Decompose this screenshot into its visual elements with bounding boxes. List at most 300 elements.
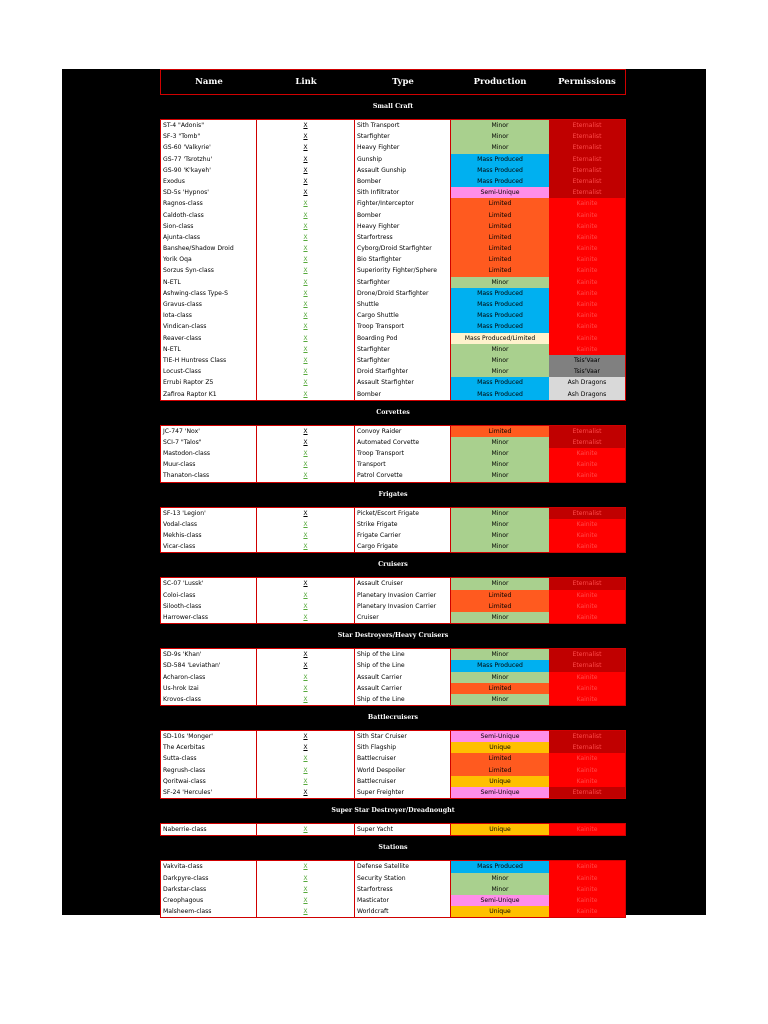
ship-type: Convoy Raider [355,426,451,437]
link-cell [257,601,355,612]
production-cell: Minor [451,448,549,459]
ship-name: Thanaton-class [161,470,257,481]
production-cell: Mass Produced [451,321,549,332]
ship-link[interactable]: X [303,673,308,681]
ship-link[interactable]: X [303,461,308,469]
table-row [161,776,625,787]
table-row [161,131,625,142]
ship-type: Assault Cruiser [355,578,451,589]
ship-type: Bio Starfighter [355,254,451,265]
link-cell [257,683,355,694]
ship-link[interactable]: X [303,390,308,398]
permissions-cell: Eternalist [549,649,625,660]
production-cell: Semi-Unique [451,731,549,742]
ship-link[interactable]: X [303,233,308,241]
ship-link[interactable]: X [303,777,308,785]
production-cell: Limited [451,254,549,265]
ship-name: Naberrie-class [161,824,257,835]
production-cell: Minor [451,437,549,448]
ship-type: Transport [355,459,451,470]
ship-name: SD-584 'Leviathan' [161,660,257,671]
production-cell: Minor [451,470,549,481]
ship-type: Assault Starfighter [355,377,451,388]
table-row [161,861,625,872]
ship-name: N-ETL [161,277,257,288]
production-cell: Minor [451,541,549,552]
link-cell [257,221,355,232]
ship-link[interactable]: X [303,863,308,871]
production-cell: Semi-Unique [451,787,549,798]
ship-link[interactable]: X [303,684,308,692]
link-cell [257,765,355,776]
ship-name: Vodal-class [161,519,257,530]
permissions-cell: Kainite [549,541,625,552]
table-row [161,787,625,798]
ship-name: Krovos-class [161,694,257,705]
permissions-cell: Ash Dragons [549,377,625,388]
ship-type: Bomber [355,176,451,187]
permissions-cell: Eternalist [549,142,625,153]
ship-type: Defense Satellite [355,861,451,872]
ship-type: Patrol Corvette [355,470,451,481]
link-cell [257,649,355,660]
ship-name: Creophagous [161,895,257,906]
ship-name: Coloi-class [161,590,257,601]
production-cell: Limited [451,601,549,612]
production-cell: Limited [451,221,549,232]
production-cell: Minor [451,120,549,131]
ship-name: SC-07 'Lussk' [161,578,257,589]
table-row [161,672,625,683]
permissions-cell: Kainite [549,612,625,623]
ship-type: Starfighter [355,277,451,288]
ship-link[interactable]: X [303,379,308,387]
ship-type: Boarding Pod [355,333,451,344]
table-body [160,95,626,918]
permissions-cell: Eternalist [549,787,625,798]
link-cell [257,176,355,187]
ship-link[interactable]: X [303,278,308,286]
production-cell: Minor [451,344,549,355]
link-cell [257,333,355,344]
link-cell [257,265,355,276]
link-cell [257,366,355,377]
section-title: Super Star Destroyer/Dreadnought [331,807,455,815]
table-row [161,176,625,187]
ship-link[interactable]: X [303,532,308,539]
ship-link[interactable]: X [303,438,308,446]
ship-link[interactable]: X [303,755,308,763]
table-row [161,765,625,776]
table-row [161,243,625,254]
ship-name: SD-9s 'Khan' [161,649,257,660]
ship-name: Us-hrok Izai [161,683,257,694]
table-row [161,187,625,198]
table-row [161,470,625,481]
link-cell [257,277,355,288]
permissions-cell: Kainite [549,344,625,355]
link-cell [257,470,355,481]
table-row [161,694,625,705]
section-title: Small Craft [372,103,414,110]
ship-name: SD-5s 'Hypnos' [161,187,257,198]
ship-link[interactable]: X [303,166,308,174]
ship-link[interactable]: X [303,222,308,230]
link-cell [257,906,355,917]
table-row [161,437,625,448]
section-table [160,860,626,918]
ship-link[interactable]: X [303,245,308,253]
ship-name: Darkstar-class [161,884,257,895]
table-row [161,426,625,437]
ship-name: Zafiroa Raptor K1 [161,389,257,400]
ship-link[interactable]: X [303,580,308,588]
ship-link[interactable]: X [303,155,308,163]
link-cell [257,377,355,388]
ship-type: Ship of the Line [355,694,451,705]
ship-type: Super Freighter [355,787,451,798]
production-cell: Limited [451,426,549,437]
production-cell: Mass Produced [451,310,549,321]
link-cell [257,254,355,265]
ship-type: Cyborg/Droid Starfighter [355,243,451,254]
ship-name: Gravus-class [161,299,257,310]
table-row [161,310,625,321]
ship-link[interactable]: X [303,591,308,599]
ship-link[interactable]: X [303,602,308,610]
link-cell [257,154,355,165]
production-cell: Limited [451,683,549,694]
production-cell: Minor [451,277,549,288]
ship-link[interactable]: X [303,520,308,528]
link-cell [257,895,355,906]
permissions-cell: Eternalist [549,731,625,742]
ship-name: Mastodon-class [161,448,257,459]
section-table [160,823,626,836]
ship-name: JC-747 'Nox' [161,426,257,437]
ship-type: Automated Corvette [355,437,451,448]
ship-name: SCI-7 "Talos" [161,437,257,448]
link-cell [257,787,355,798]
table-row [161,824,625,835]
header-name: Name [195,77,223,87]
table-row [161,459,625,470]
production-cell: Unique [451,824,549,835]
table-row [161,288,625,299]
table-row [161,530,625,541]
ship-link[interactable]: X [303,427,308,435]
ship-link[interactable]: X [303,662,308,670]
ship-link[interactable]: X [303,789,308,796]
ship-link[interactable]: X [303,289,308,297]
ship-link[interactable]: X [303,874,308,882]
ship-type: Ship of the Line [355,660,451,671]
ship-type: World Despoiler [355,765,451,776]
production-cell: Minor [451,142,549,153]
ship-name: N-ETL [161,344,257,355]
ship-type: Starfortress [355,232,451,243]
production-cell: Minor [451,355,549,366]
ship-type: Bomber [355,210,451,221]
table-row [161,683,625,694]
ship-link[interactable]: X [303,200,308,208]
ship-name: Ajunta-class [161,232,257,243]
table-row [161,277,625,288]
production-cell: Mass Produced [451,299,549,310]
ship-link[interactable]: X [303,908,308,916]
ship-type: Worldcraft [355,906,451,917]
table-row [161,321,625,332]
table-row [161,299,625,310]
ship-name: SF-24 'Hercules' [161,787,257,798]
table-row [161,753,625,764]
link-cell [257,742,355,753]
permissions-cell: Kainite [549,232,625,243]
permissions-cell: Eternalist [549,508,625,519]
ship-type: Sith Flagship [355,742,451,753]
production-cell: Minor [451,366,549,377]
ship-name: The Acerbitas [161,742,257,753]
ship-type: Starfighter [355,355,451,366]
ship-link[interactable]: X [303,826,308,834]
production-cell: Mass Produced/Limited [451,333,549,344]
ship-type: Troop Transport [355,448,451,459]
production-cell: Mass Produced [451,377,549,388]
section-table [160,507,626,554]
spreadsheet-page [62,69,706,915]
table-row [161,142,625,153]
ship-type: Sith Star Cruiser [355,731,451,742]
production-cell: Minor [451,612,549,623]
table-row [161,221,625,232]
section-title: Frigates [378,490,408,498]
production-cell: Limited [451,243,549,254]
ship-link[interactable]: X [303,144,308,152]
ship-type: Starfighter [355,344,451,355]
production-cell: Unique [451,742,549,753]
ship-link[interactable]: X [303,312,308,320]
ship-link[interactable]: X [303,885,308,893]
permissions-cell: Tsis'Vaar [549,355,625,366]
ship-type: Gunship [355,154,451,165]
ship-link[interactable]: X [303,543,308,551]
link-cell [257,243,355,254]
permissions-cell: Kainite [549,765,625,776]
table-row [161,120,625,131]
ship-link[interactable]: X [303,509,308,517]
link-cell [257,142,355,153]
permissions-cell: Eternalist [549,154,625,165]
ship-link[interactable]: X [303,472,308,480]
table-row [161,377,625,388]
ship-name: Vindican-class [161,321,257,332]
link-cell [257,824,355,835]
permissions-cell: Eternalist [549,437,625,448]
table-row [161,154,625,165]
ship-name: Locust-Class [161,366,257,377]
ship-link[interactable]: X [303,766,308,774]
link-cell [257,861,355,872]
ship-name: GS-90 'K'kayeh' [161,165,257,176]
ship-name: Darkpyre-class [161,873,257,884]
ship-link[interactable]: X [303,211,308,219]
production-cell: Minor [451,508,549,519]
production-cell: Mass Produced [451,176,549,187]
ship-type: Assault Gunship [355,165,451,176]
ship-link[interactable]: X [303,651,308,659]
section-table [160,577,626,624]
permissions-cell: Kainite [549,221,625,232]
permissions-cell: Kainite [549,310,625,321]
ship-type: Shuttle [355,299,451,310]
link-cell [257,344,355,355]
ship-link[interactable]: X [303,189,308,197]
link-cell [257,437,355,448]
permissions-cell: Kainite [549,906,625,917]
ship-type: Heavy Fighter [355,142,451,153]
ship-link[interactable]: X [303,301,308,308]
table-row [161,389,625,400]
ship-link[interactable]: X [303,323,308,331]
link-cell [257,508,355,519]
ship-type: Sith Transport [355,120,451,131]
ship-name: Vakvita-class [161,861,257,872]
permissions-cell: Kainite [549,265,625,276]
ship-link[interactable]: X [303,122,308,129]
section-table [160,730,626,799]
table-row [161,165,625,176]
ship-link[interactable]: X [303,450,308,458]
production-cell: Minor [451,530,549,541]
ship-name: Harrower-class [161,612,257,623]
ship-name: GS-77 'Tsrotzhu' [161,154,257,165]
ship-type: Cargo Shuttle [355,310,451,321]
permissions-cell: Eternalist [549,165,625,176]
ship-link[interactable]: X [303,733,308,741]
table-row [161,895,625,906]
production-cell: Limited [451,765,549,776]
production-cell: Minor [451,131,549,142]
ship-name: Yorik Oqa [161,254,257,265]
ship-name: SF-13 'Legion' [161,508,257,519]
table-row [161,649,625,660]
ship-link[interactable]: X [303,267,308,275]
permissions-cell: Eternalist [549,578,625,589]
ship-link[interactable]: X [303,177,308,185]
ship-name: Regrush-class [161,765,257,776]
ship-link[interactable]: X [303,896,308,904]
table-row [161,590,625,601]
section-title: Star Destroyers/Heavy Cruisers [337,632,449,640]
permissions-cell: Kainite [549,861,625,872]
table-row [161,333,625,344]
ship-link[interactable]: X [303,368,308,376]
ship-type: Planetary Invasion Carrier [355,601,451,612]
table-row [161,355,625,366]
production-cell: Limited [451,198,549,209]
section-title: Battlecruisers [367,714,419,722]
production-cell: Mass Produced [451,154,549,165]
table-row [161,232,625,243]
ship-type: Masticator [355,895,451,906]
link-cell [257,310,355,321]
permissions-cell: Kainite [549,448,625,459]
ship-name: GS-60 'Valkyrie' [161,142,257,153]
ship-type: Starfortress [355,884,451,895]
ship-type: Super Yacht [355,824,451,835]
link-cell [257,232,355,243]
ship-link[interactable]: X [303,744,308,752]
permissions-cell: Kainite [549,459,625,470]
link-cell [257,120,355,131]
ship-link[interactable]: X [303,356,308,364]
production-cell: Minor [451,694,549,705]
permissions-cell: Kainite [549,753,625,764]
permissions-cell: Kainite [549,683,625,694]
permissions-cell: Kainite [549,210,625,221]
permissions-cell: Kainite [549,519,625,530]
permissions-cell: Eternalist [549,120,625,131]
ship-link[interactable]: X [303,613,308,621]
ship-link[interactable]: X [303,133,308,141]
link-cell [257,694,355,705]
ship-type: Troop Transport [355,321,451,332]
header-permissions: Permissions [558,77,616,87]
table-row [161,601,625,612]
ship-type: Starfighter [355,131,451,142]
ship-type: Battlecruiser [355,776,451,787]
link-cell [257,459,355,470]
production-cell: Mass Produced [451,861,549,872]
production-cell: Minor [451,884,549,895]
permissions-cell: Eternalist [549,742,625,753]
ship-type: Battlecruiser [355,753,451,764]
permissions-cell: Eternalist [549,176,625,187]
ship-type: Bomber [355,389,451,400]
ship-name: ST-4 "Adonis" [161,120,257,131]
production-cell: Minor [451,519,549,530]
ship-link[interactable]: X [303,334,308,342]
link-cell [257,530,355,541]
table-row [161,906,625,917]
ship-name: Exodus [161,176,257,187]
link-cell [257,165,355,176]
ship-name: SD-10s 'Monger' [161,731,257,742]
link-cell [257,672,355,683]
ship-name: TIE-H Huntress Class [161,355,257,366]
link-cell [257,776,355,787]
ship-type: Heavy Fighter [355,221,451,232]
permissions-cell: Kainite [549,530,625,541]
permissions-cell: Eternalist [549,187,625,198]
ship-link[interactable]: X [303,695,308,703]
link-cell [257,731,355,742]
table-row [161,660,625,671]
permissions-cell: Kainite [549,333,625,344]
table-header [160,69,626,95]
permissions-cell: Kainite [549,873,625,884]
ship-name: Ashwing-class Type-S [161,288,257,299]
section-title: Cruisers [378,561,408,569]
ship-link[interactable]: X [303,256,308,264]
ship-name: Iota-class [161,310,257,321]
production-cell: Semi-Unique [451,187,549,198]
ship-name: Caldoth-class [161,210,257,221]
link-cell [257,884,355,895]
production-cell: Unique [451,776,549,787]
link-cell [257,426,355,437]
ship-link[interactable]: X [303,345,308,353]
